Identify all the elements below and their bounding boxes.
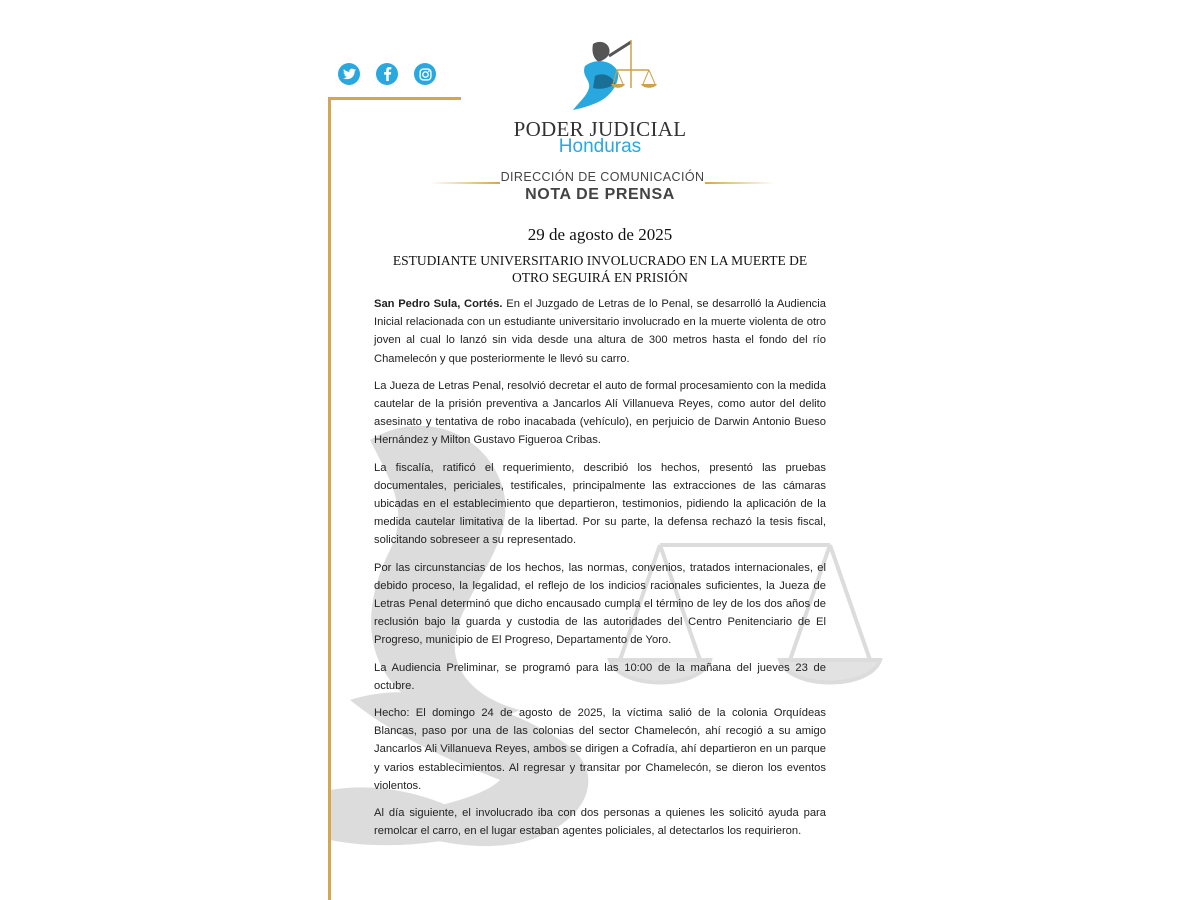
divider-right (705, 182, 775, 184)
press-date: 29 de agosto de 2025 (527, 225, 673, 244)
lead-location: San Pedro Sula, Cortés. (374, 298, 503, 310)
paragraph-2: La Jueza de Letras Penal, resolvió decretar el auto de formal procesamiento con la medida cautelar de la prisión preventiva a Jancarlos Alí Villanueva Reyes, como autor del delito asesinato y tentativa de robo inacabada (vehículo), en perjuicio de Darwin Antonio Bueso Hernández y Milton Gustavo Figueroa Cribas. (374, 379, 826, 447)
paragraph-3: La fiscalía, ratificó el requerimiento, describió los hechos, presentó las pruebas documentales, periciales, testificales, principalmente las extracciones de las cámaras ubicadas en el establecimiento que departieron, testimonios, pidiendo la aplicación de la medida cautelar limitativa de la libertad. Por su parte, la defensa rechazó la tesis fiscal, solicitando sobreseer a su representado. (374, 461, 826, 547)
article-body (374, 295, 826, 849)
paragraph-4: Por las circunstancias de los hechos, las normas, convenios, tratados internacionales, el debido proceso, la legalidad, el reflejo de los indicios racionales suficientes, la Jueza de Letras Penal determinó que dicho encausado cumpla el término de ley de los dos años de reclusión bajo la guarda y custodia de las autoridades del Centro Penitenciario de El Progreso, municipio de El Progreso, Departamento de Yoro. (374, 561, 826, 647)
department-label: DIRECCIÓN DE COMUNICACIÓN (500, 170, 705, 184)
instagram-icon[interactable] (414, 63, 436, 85)
facebook-icon[interactable] (376, 63, 398, 85)
gold-frame-left (328, 97, 331, 900)
brand-name: PODER JUDICIAL (513, 117, 687, 141)
poder-judicial-logo-icon (565, 36, 665, 116)
paragraph-1-text: En el Juzgado de Letras de lo Penal, se desarrolló la Audiencia Inicial relacionada con un estudiante universitario involucrado en la muerte violenta de otro joven al cual lo lanzó sin vida desde una altura de 300 metros hasta el fondo del río Chamelecón y que posteriormente le llevó su carro. (374, 298, 826, 365)
paragraph-7: Al día siguiente, el involucrado iba con dos personas a quienes les solicitó ayuda para remolcar el carro, en el lugar estaban agentes policiales, al detectarlos los requirieron. (374, 807, 826, 838)
gold-frame-top (328, 97, 461, 100)
brand-country: Honduras (558, 136, 642, 157)
twitter-icon[interactable] (338, 63, 360, 85)
document-type: NOTA DE PRENSA (525, 186, 675, 203)
paragraph-6: Hecho: El domingo 24 de agosto de 2025, la víctima salió de la colonia Orquídeas Blancas, paso por una de las colonias del sector Chamelecón, ahí recogió a su amigo Jancarlos Ali Villanueva Reyes, ambos se dirigen a Cofradía, ahí departieron en un parque y varios establecimientos. Al regresar y transitar por Chamelecón, se dieron los eventos violentos. (374, 707, 826, 792)
paragraph-1 (374, 295, 826, 368)
headline-line-1: ESTUDIANTE UNIVERSITARIO INVOLUCRADO EN LA MUERTE DE (392, 253, 808, 268)
headline (385, 252, 815, 286)
headline-line-2: OTRO SEGUIRÁ EN PRISIÓN (512, 270, 688, 285)
social-links (338, 63, 436, 85)
paragraph-5: La Audiencia Preliminar, se programó para las 10:00 de la mañana del jueves 23 de octubre. (374, 661, 826, 692)
